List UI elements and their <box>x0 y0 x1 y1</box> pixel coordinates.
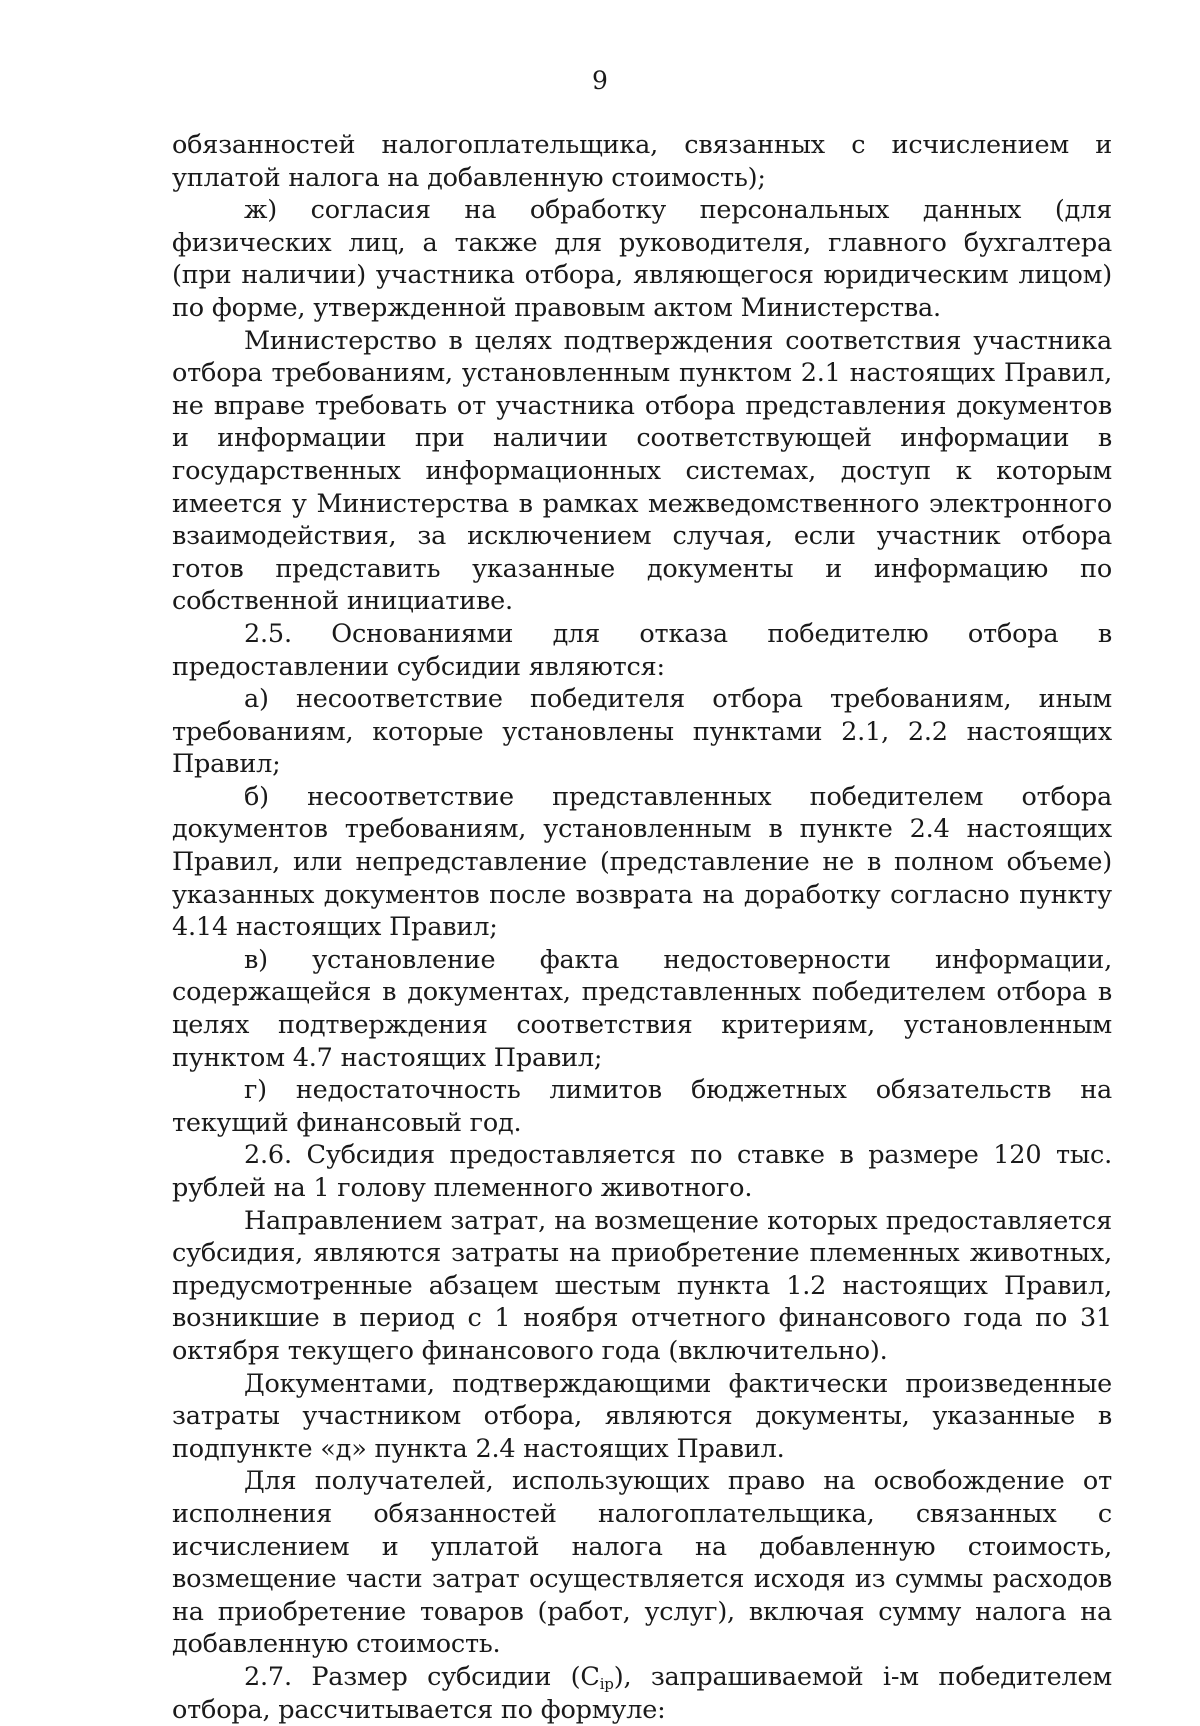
subsidy-symbol-subscript: ip <box>599 1674 614 1693</box>
paragraph-vat-exempt-recipients: Для получателей, использующих право на освобождение от исполнения обязанностей налогоплательщика, связанных с исчислением и уплатой налога на добавленную стоимость, возмещение части затрат осуществляется исходя из суммы расходов на приобретение товаров (работ, услуг), включая сумму налога на добавленную стоимость. <box>172 1466 1112 1660</box>
document-body <box>172 129 1112 1726</box>
paragraph-supporting-documents: Документами, подтверждающими фактически произведенные затраты участником отбора, являются документы, указанные в подпункте «д» пункта 2.4 настоящих Правил. <box>172 1368 1112 1464</box>
paragraph-ministry-verification: Министерство в целях подтверждения соответствия участника отбора требованиям, установленным пунктом 2.1 настоящих Правил, не вправе требовать от участника отбора представления документов и информации при наличии соответствующей информации в государственных информационных системах, доступ к которым имеется у Министерства в рамках межведомственного электронного взаимодействия, за исключением случая, если участник отбора готов представить указанные документы и информацию по собственной инициативе. <box>172 325 1112 617</box>
paragraph-2-7-subsidy-formula <box>172 1661 1112 1726</box>
paragraph-vat-obligations-continuation: обязанностей налогоплательщика, связанных с исчислением и уплатой налога на добавленную стоимость); <box>172 130 1112 193</box>
paragraph-cost-direction: Направлением затрат, на возмещение которых предоставляется субсидия, являются затраты на приобретение племенных животных, предусмотренные абзацем шестым пункта 1.2 настоящих Правил, возникшие в период с 1 ноября отчетного финансового года по 31 октября текущего финансового года (включительно). <box>172 1205 1112 1366</box>
paragraph-refusal-b: б) несоответствие представленных победителем отбора документов требованиям, установленным в пункте 2.4 настоящих Правил, или непредставление (представление не в полном объеме) указанных документов после возврата на доработку согласно пункту 4.14 настоящих Правил; <box>172 781 1112 943</box>
formula-intro-text: 2.7. Размер субсидии ( <box>244 1661 581 1692</box>
paragraph-2-5-refusal-grounds: 2.5. Основаниями для отказа победителю отбора в предоставлении субсидии являются: <box>172 618 1112 682</box>
paragraph-refusal-v: в) установление факта недостоверности информации, содержащейся в документах, представленных победителем отбора в целях подтверждения соответствия критериям, установленным пунктом 4.7 настоящих Правил; <box>172 944 1112 1073</box>
formula-trailing-text: ), запрашиваемой i-м победителем отбора, рассчитывается по формуле: <box>172 1661 1112 1725</box>
subsidy-symbol <box>580 1662 613 1692</box>
paragraph-refusal-a: а) несоответствие победителя отбора требованиям, иным требованиям, которые установлены пунктами 2.1, 2.2 настоящих Правил; <box>172 684 1112 780</box>
paragraph-refusal-g: г) недостаточность лимитов бюджетных обязательств на текущий финансовый год. <box>172 1075 1112 1138</box>
paragraph-2-6-subsidy-rate: 2.6. Субсидия предоставляется по ставке в размере 120 тыс. рублей на 1 голову племенного животного. <box>172 1140 1112 1203</box>
subsidy-symbol-letter: C <box>580 1661 600 1692</box>
paragraph-personal-data-consent: ж) согласия на обработку персональных данных (для физических лиц, а также для руководителя, главного бухгалтера (при наличии) участника отбора, являющегося юридическим лицом) по форме, утвержденной правовым актом Министерства. <box>172 195 1112 323</box>
page-number: 9 <box>592 66 608 95</box>
